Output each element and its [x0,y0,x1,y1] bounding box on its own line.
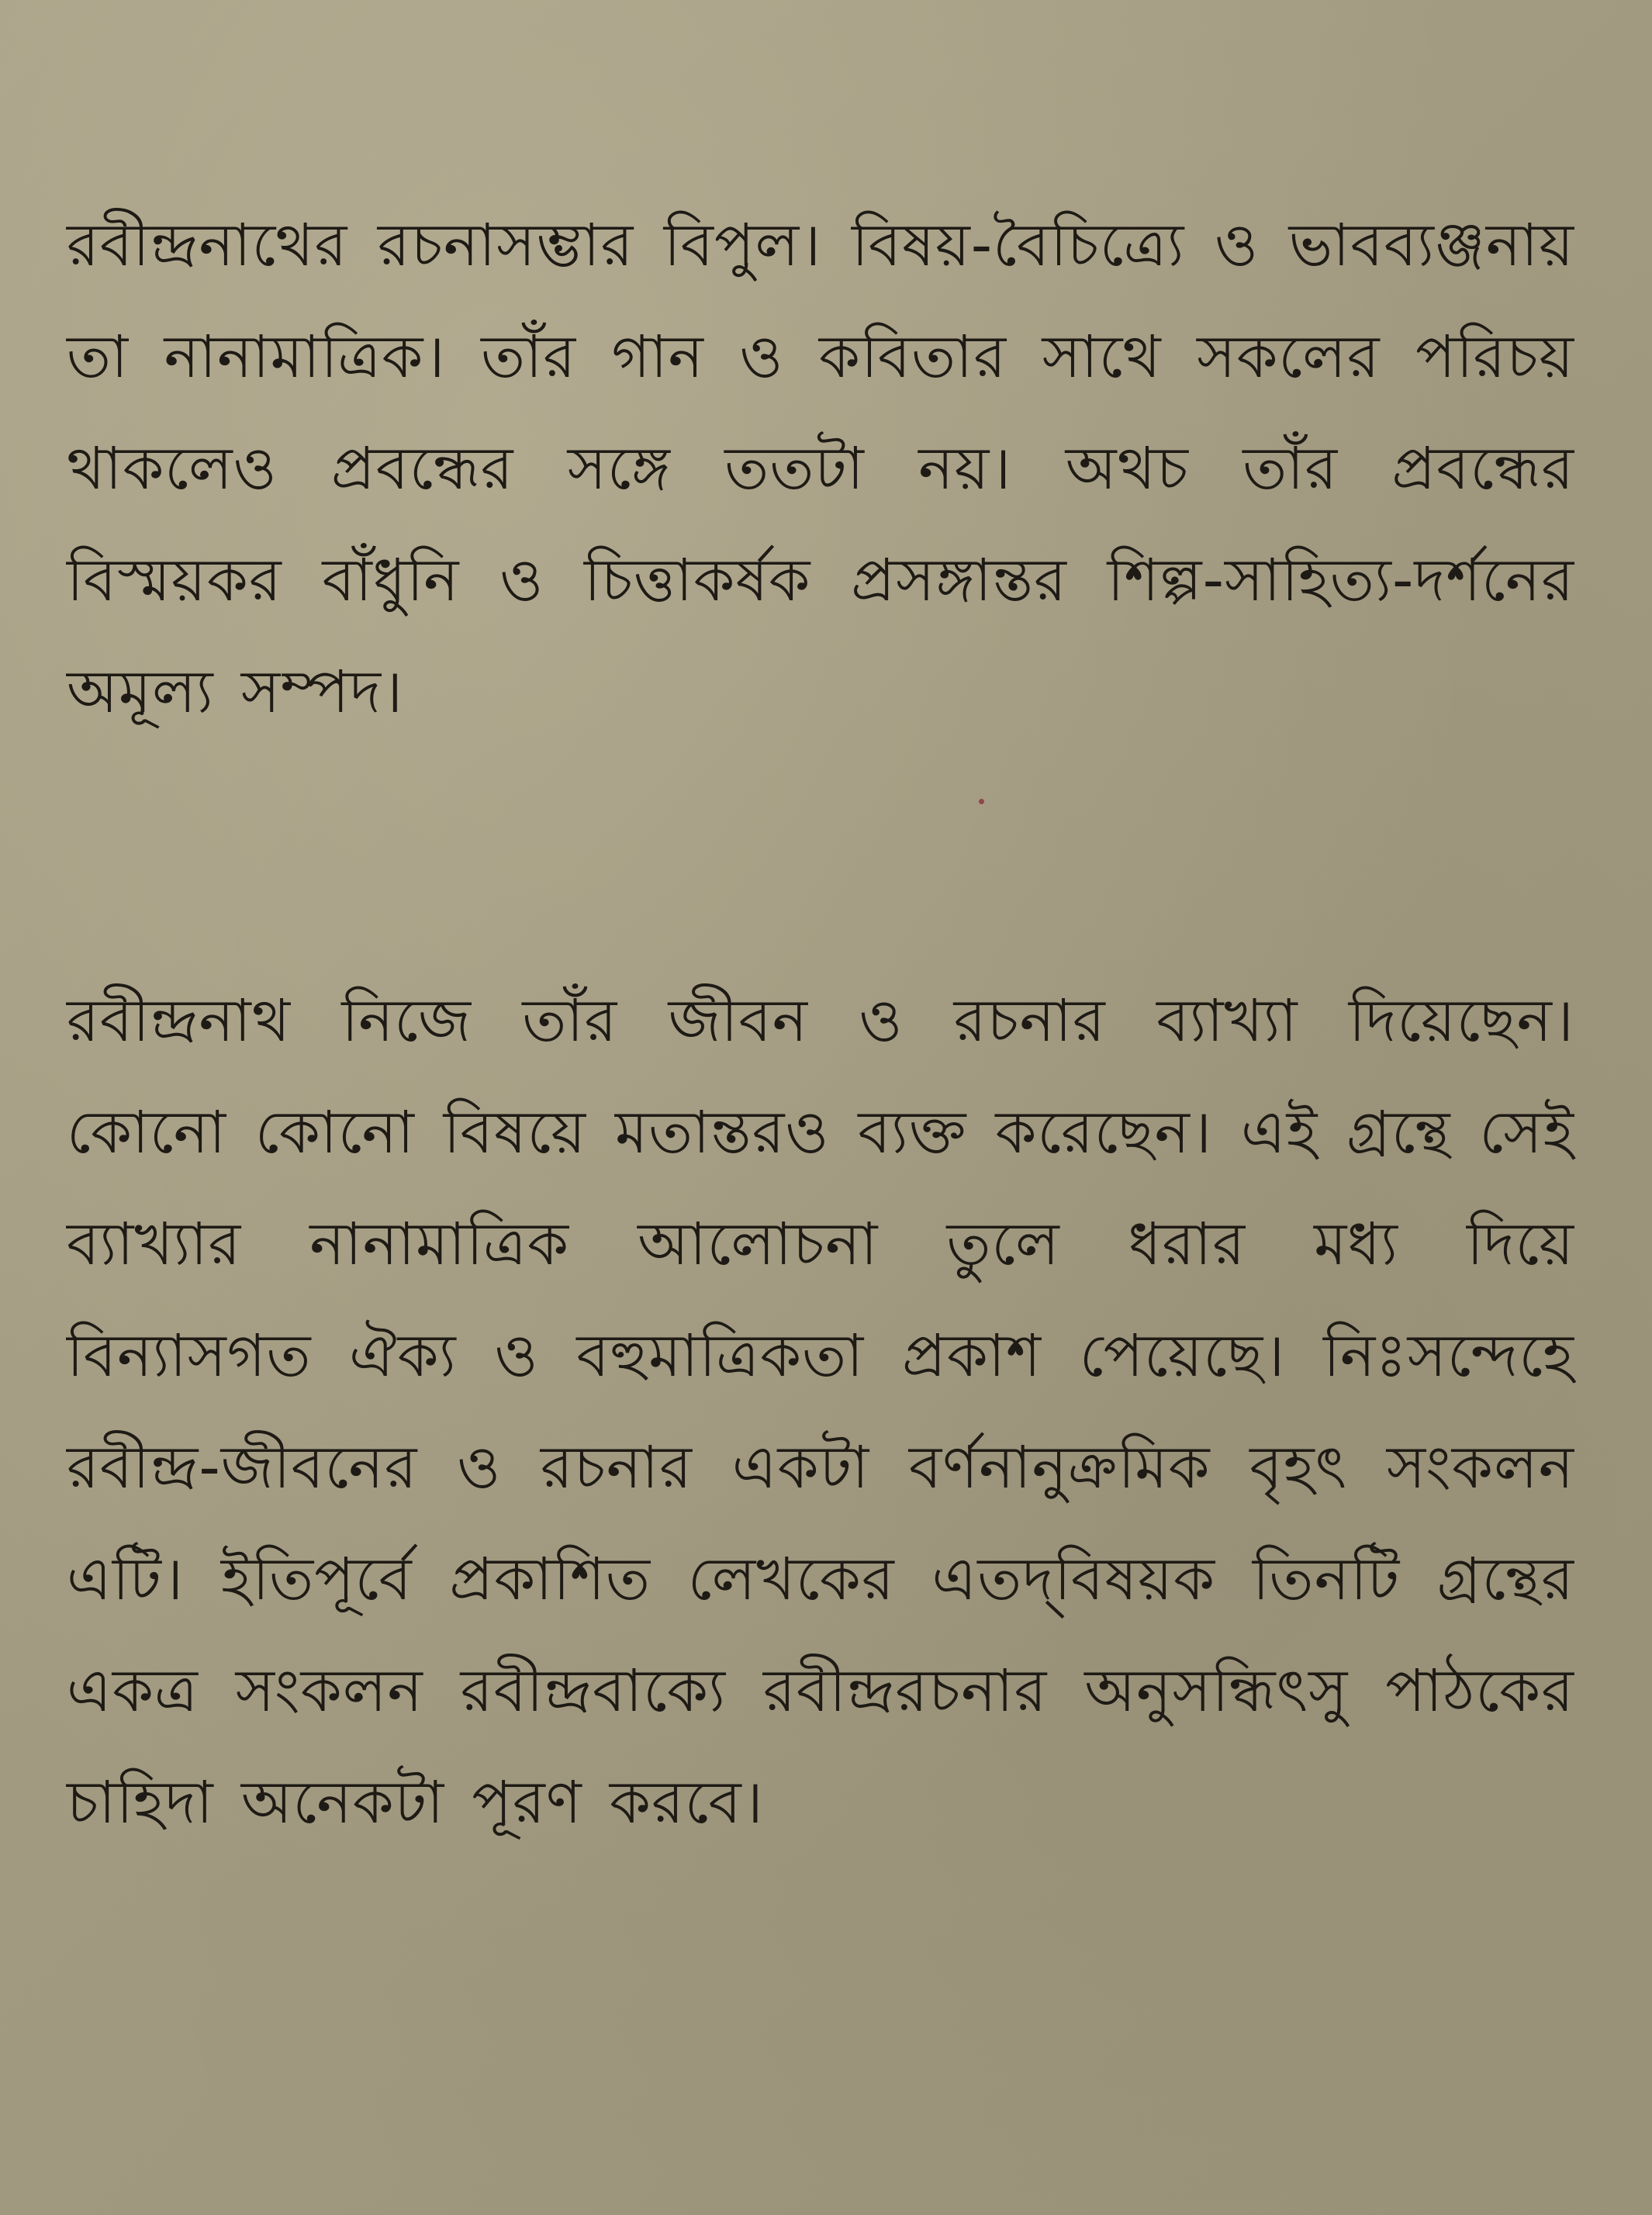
paragraph-intro: রবীন্দ্রনাথের রচনাসম্ভার বিপুল। বিষয়-বৈচিত্র্যে ও ভাবব্যঞ্জনায় তা নানামাত্রিক। তাঁর গান ও কবিতার সাথে সকলের পরিচয় থাকলেও প্রবন্ধের সঙ্গে ততটা নয়। অথচ তাঁর প্রবন্ধের বিস্ময়কর বাঁধুনি ও চিত্তাকর্ষক প্রসঙ্গান্তর শিল্প-সাহিত্য-দর্শনের অমূল্য সম্পদ। [67,210,1574,726]
paragraph-description: রবীন্দ্রনাথ নিজে তাঁর জীবন ও রচনার ব্যাখ্যা দিয়েছেন। কোনো কোনো বিষয়ে মতান্তরও ব্যক্ত করেছেন। এই গ্রন্থে সেই ব্যাখ্যার নানামাত্রিক আলোচনা তুলে ধরার মধ্য দিয়ে বিন্যাসগত ঐক্য ও বহুমাত্রিকতা প্রকাশ পেয়েছে। নিঃসন্দেহে রবীন্দ্র-জীবনের ও রচনার একটা বর্ণনানুক্রমিক বৃহৎ সংকলন এটি। ইতিপূর্বে প্রকাশিত লেখকের এতদ্‌বিষয়ক তিনটি গ্রন্থের একত্র সংকলন রবীন্দ্রবাক্যে রবীন্দ্ররচনার অনুসন্ধিৎসু পাঠকের চাহিদা অনেকটা পূরণ করবে। [67,986,1574,1837]
ink-speck [979,799,984,804]
